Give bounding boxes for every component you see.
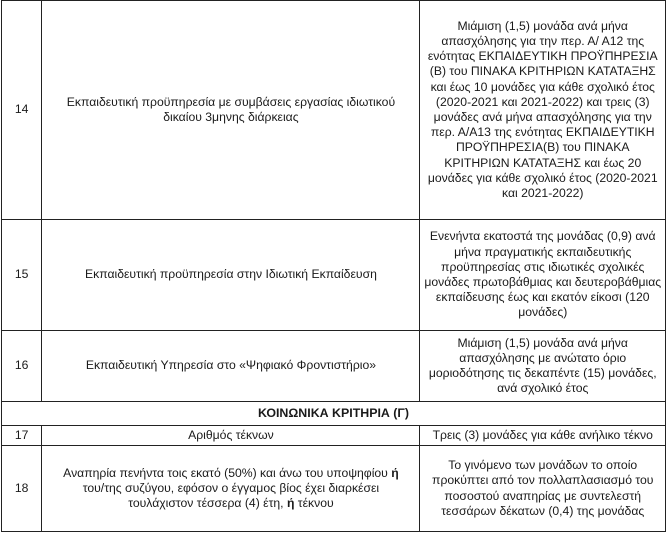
desc-emphasis: ή	[286, 496, 295, 511]
row-points: Μιάμιση (1,5) μονάδα ανά μήνα απασχόλησης για την περ. Α/ Α12 της ενότητας ΕΚΠΑΙΔΕΥΤΙΚΗ ΠΡΟΫΠΗΡΕΣΙΑ (Β) του ΠΙΝΑΚΑ ΚΡΙΤΗΡΙΩΝ ΚΑΤΑΤΑΞΗΣ και έως 10 μονάδες για κάθε σχολικό έτος (2020-2021 και 2021-2022) και τρεις (3) μονάδες ανά μήνα απασχόλησης για την περ. Α/Α13 της ενότητας ΕΚΠΑΙΔΕΥΤΙΚΗ ΠΡΟΫΠΗΡΕΣΙΑ(Β) του ΠΙΝΑΚΑ ΚΡΙΤΗΡΙΩΝ ΚΑΤΑΤΑΞΗΣ και έως 20 μονάδες για κάθε σχολικό έτος (2020-2021 και 2021-2022)	[420, 1, 666, 220]
row-points: Μιάμιση (1,5) μονάδα ανά μήνα απασχόλησης με ανώτατο όριο μοριοδότησης τις δεκαπέντε (15) μονάδες, ανά σχολικό έτος	[420, 331, 666, 402]
row-description: Αριθμός τέκνων	[42, 426, 420, 446]
row-description: Εκπαιδευτική προϋπηρεσία στην Ιδιωτική Εκπαίδευση	[42, 220, 420, 331]
section-title: ΚΟΙΝΩΝΙΚΑ ΚΡΙΤΗΡΙΑ (Γ)	[2, 402, 666, 426]
row-number: 14	[2, 1, 42, 220]
row-points: Ενενήντα εκατοστά της μονάδας (0,9) ανά μήνα πραγματικής εκπαιδευτικής προϋπηρεσίας στις ιδιωτικές σχολικές μονάδες πρωτοβάθμιας και δευτεροβάθμιας εκπαίδευσης έως και εκατόν είκοσι (120 μονάδες)	[420, 220, 666, 331]
row-number: 16	[2, 331, 42, 402]
row-points: Το γινόμενο των μονάδων το οποίο προκύπτει από τον πολλαπλασιασμό του ποσοστού αναπηρίας με συντελεστή τεσσάρων δέκατων (0,4) της μονάδας	[420, 446, 666, 532]
table-row	[2, 426, 666, 446]
row-description: Εκπαιδευτική Υπηρεσία στο «Ψηφιακό Φροντιστήριο»	[42, 331, 420, 402]
desc-text: τέκνου	[294, 496, 334, 511]
row-number: 18	[2, 446, 42, 532]
table-row	[2, 446, 666, 532]
desc-text: Αναπηρία πενήντα τοις εκατό (50%) και άνω του υποψηφίου	[63, 465, 392, 480]
row-number: 17	[2, 426, 42, 446]
desc-emphasis: ή	[391, 465, 399, 480]
table-row	[2, 331, 666, 402]
row-description: Εκπαιδευτική προϋπηρεσία με συμβάσεις εργασίας ιδιωτικού δικαίου 3μηνης διάρκειας	[42, 1, 420, 220]
row-description	[42, 446, 420, 532]
table-row	[2, 220, 666, 331]
section-header-row	[2, 402, 666, 426]
row-number: 15	[2, 220, 42, 331]
criteria-table	[1, 0, 666, 532]
row-points: Τρεις (3) μονάδες για κάθε ανήλικο τέκνο	[420, 426, 666, 446]
desc-text: του/της συζύγου, εφόσον ο έγγαμος βίος έχει διαρκέσει τουλάχιστον τέσσερα (4) έτη,	[82, 480, 380, 511]
table-row	[2, 1, 666, 220]
